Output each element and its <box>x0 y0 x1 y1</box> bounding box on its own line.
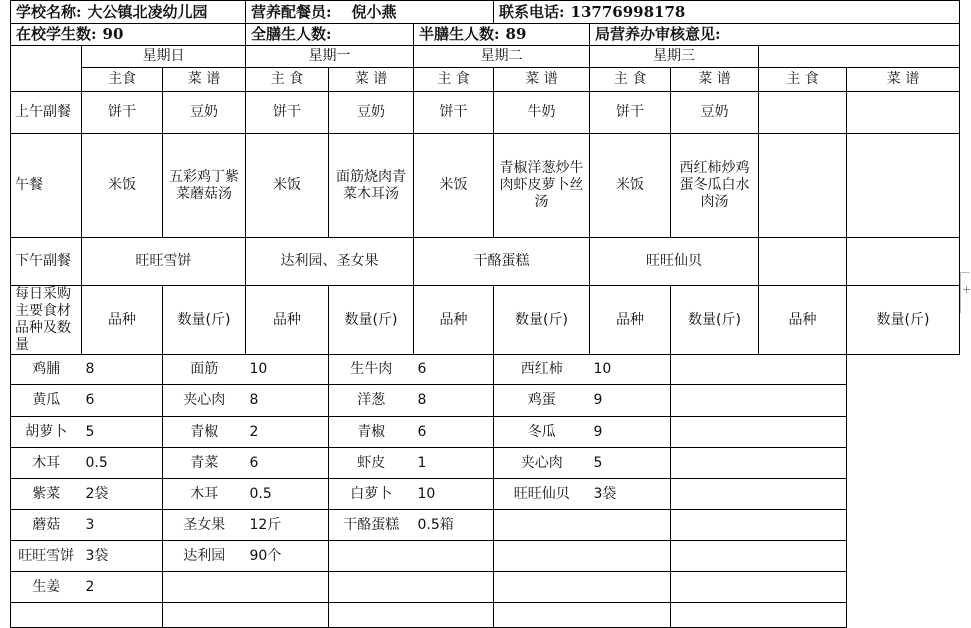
purchase-qty[interactable]: 8 <box>82 355 163 385</box>
afternoon-label[interactable]: 下午副餐 <box>11 238 82 286</box>
day-sunday[interactable]: 星期日 <box>82 46 246 68</box>
purchase-qty[interactable]: 8 <box>246 385 329 417</box>
day-wednesday[interactable]: 星期三 <box>590 46 759 68</box>
purchase-row <box>11 417 960 448</box>
purchase-item[interactable]: 夹心肉 <box>494 448 590 479</box>
purchase-row <box>11 572 960 603</box>
purchase-item[interactable] <box>671 385 759 417</box>
purchase-qty[interactable]: 9 <box>590 385 671 417</box>
lunch-menu[interactable]: 西红柿炒鸡蛋冬瓜白水肉汤 <box>671 134 759 238</box>
purchase-item[interactable]: 干酪蛋糕 <box>329 510 414 541</box>
menu-head[interactable]: 菜 谱 <box>671 68 759 92</box>
purchase-qty[interactable]: 2袋 <box>82 479 163 510</box>
morning-menu[interactable]: 豆奶 <box>671 92 759 134</box>
staple-head[interactable]: 主 食 <box>414 68 494 92</box>
phone-cell[interactable] <box>494 1 960 24</box>
lunch-menu[interactable]: 青椒洋葱炒牛肉虾皮萝卜丝汤 <box>494 134 590 238</box>
purchase-item[interactable] <box>494 541 590 572</box>
purchase-qty[interactable]: 5 <box>82 417 163 448</box>
purchase-qty[interactable] <box>590 572 671 603</box>
purchase-qty[interactable]: 6 <box>82 385 163 417</box>
purchase-qty[interactable]: 10 <box>246 355 329 385</box>
purchase-item[interactable] <box>163 603 246 628</box>
lunch-staple[interactable]: 米饭 <box>414 134 494 238</box>
purchase-item[interactable]: 夹心肉 <box>163 385 246 417</box>
empty-cell[interactable] <box>759 238 847 286</box>
purchase-item[interactable] <box>494 510 590 541</box>
purchase-qty-head[interactable]: 数量(斤) <box>847 286 960 355</box>
purchase-qty[interactable]: 3袋 <box>590 479 671 510</box>
purchase-item[interactable]: 木耳 <box>11 448 82 479</box>
lunch-staple[interactable]: 米饭 <box>246 134 329 238</box>
purchase-item[interactable] <box>329 603 414 628</box>
menu-head[interactable]: 菜 谱 <box>163 68 246 92</box>
purchase-item-head[interactable]: 品种 <box>414 286 494 355</box>
purchase-item-head[interactable]: 品种 <box>82 286 163 355</box>
purchase-qty[interactable] <box>759 572 847 603</box>
staple-head[interactable]: 主 食 <box>246 68 329 92</box>
purchase-item[interactable]: 旺旺仙贝 <box>494 479 590 510</box>
morning-staple[interactable]: 饼干 <box>82 92 163 134</box>
staple-head[interactable]: 主食 <box>82 68 163 92</box>
purchase-qty[interactable]: 10 <box>414 479 494 510</box>
purchase-row <box>11 479 960 510</box>
purchase-item[interactable]: 黄瓜 <box>11 385 82 417</box>
phone-value: 13776998178 <box>570 2 686 21</box>
purchase-item[interactable]: 洋葱 <box>329 385 414 417</box>
purchase-qty[interactable]: 6 <box>414 417 494 448</box>
staple-head[interactable]: 主 食 <box>759 68 847 92</box>
purchase-item[interactable] <box>163 572 246 603</box>
purchase-label[interactable]: 每日采购主要食材品种及数量 <box>11 286 82 355</box>
purchase-item[interactable]: 西红柿 <box>494 355 590 385</box>
purchase-qty[interactable] <box>590 510 671 541</box>
morning-staple[interactable]: 饼干 <box>414 92 494 134</box>
purchase-qty[interactable] <box>759 541 847 572</box>
purchase-item[interactable]: 青椒 <box>163 417 246 448</box>
purchase-qty[interactable]: 8 <box>414 385 494 417</box>
purchase-row <box>11 385 960 417</box>
purchase-item[interactable]: 冬瓜 <box>494 417 590 448</box>
nutritionist-cell[interactable] <box>246 1 494 24</box>
purchase-qty[interactable]: 1 <box>414 448 494 479</box>
nutritionist-name: 倪小燕 <box>351 2 397 21</box>
purchase-qty[interactable] <box>759 603 847 628</box>
review-label: 局营养办审核意见: <box>595 25 721 43</box>
purchase-qty[interactable] <box>590 541 671 572</box>
morning-menu[interactable]: 豆奶 <box>163 92 246 134</box>
purchase-qty[interactable]: 2 <box>246 417 329 448</box>
purchase-qty[interactable]: 0.5 <box>246 479 329 510</box>
purchase-row <box>11 448 960 479</box>
purchase-row <box>11 541 960 572</box>
lunch-staple[interactable]: 米饭 <box>590 134 671 238</box>
empty-cell[interactable] <box>759 92 847 134</box>
full-meal-cell[interactable] <box>246 24 414 46</box>
purchase-qty[interactable] <box>414 541 494 572</box>
phone-label: 联系电话: <box>499 2 565 21</box>
morning-staple[interactable]: 饼干 <box>590 92 671 134</box>
empty-cell[interactable] <box>847 134 960 238</box>
purchase-qty[interactable]: 90个 <box>246 541 329 572</box>
lunch-menu[interactable]: 五彩鸡丁紫菜蘑菇汤 <box>163 134 246 238</box>
purchase-row <box>11 510 960 541</box>
purchase-qty[interactable]: 6 <box>414 355 494 385</box>
students-value: 90 <box>102 25 124 43</box>
purchase-item[interactable]: 胡萝卜 <box>11 417 82 448</box>
half-meal-value: 89 <box>505 25 527 43</box>
purchase-qty[interactable] <box>246 603 329 628</box>
purchase-item[interactable]: 生牛肉 <box>329 355 414 385</box>
plus-icon[interactable]: + <box>962 283 971 296</box>
purchase-item[interactable]: 青椒 <box>329 417 414 448</box>
purchase-item[interactable]: 圣女果 <box>163 510 246 541</box>
purchase-qty[interactable] <box>759 448 847 479</box>
purchase-qty-head[interactable]: 数量(斤) <box>494 286 590 355</box>
purchase-item[interactable] <box>671 603 759 628</box>
purchase-item-head[interactable]: 品种 <box>590 286 671 355</box>
purchase-qty[interactable] <box>759 417 847 448</box>
purchase-item[interactable]: 木耳 <box>163 479 246 510</box>
purchase-qty[interactable]: 12斤 <box>246 510 329 541</box>
purchase-qty-head[interactable]: 数量(斤) <box>671 286 759 355</box>
purchase-item[interactable] <box>494 572 590 603</box>
purchase-row <box>11 603 960 628</box>
purchase-item[interactable] <box>671 572 759 603</box>
purchase-item[interactable]: 面筋 <box>163 355 246 385</box>
lunch-label[interactable]: 午餐 <box>11 134 82 238</box>
purchase-item-head[interactable]: 品种 <box>759 286 847 355</box>
purchase-item[interactable] <box>671 541 759 572</box>
school-name: 大公镇北凌幼儿园 <box>87 2 208 21</box>
empty-cell[interactable] <box>847 238 960 286</box>
purchase-item[interactable] <box>11 603 82 628</box>
purchase-item[interactable] <box>671 479 759 510</box>
purchase-item[interactable]: 鸡蛋 <box>494 385 590 417</box>
purchase-qty[interactable] <box>590 603 671 628</box>
half-meal-label: 半膳生人数: <box>419 25 500 43</box>
menu-head[interactable]: 菜 谱 <box>494 68 590 92</box>
purchase-item[interactable]: 蘑菇 <box>11 510 82 541</box>
purchase-item[interactable] <box>494 603 590 628</box>
purchase-item[interactable] <box>671 417 759 448</box>
school-label: 学校名称: <box>16 2 82 21</box>
corner-cell[interactable] <box>11 46 82 92</box>
purchase-qty[interactable]: 3袋 <box>82 541 163 572</box>
purchase-qty-head[interactable]: 数量(斤) <box>329 286 414 355</box>
afternoon-item[interactable]: 旺旺仙贝 <box>590 238 759 286</box>
school-cell[interactable] <box>11 1 246 24</box>
afternoon-item[interactable]: 干酪蛋糕 <box>414 238 590 286</box>
purchase-qty[interactable]: 2 <box>82 572 163 603</box>
morning-menu[interactable]: 牛奶 <box>494 92 590 134</box>
purchase-qty[interactable]: 10 <box>590 355 671 385</box>
afternoon-item[interactable]: 旺旺雪饼 <box>82 238 246 286</box>
day-blank[interactable] <box>759 46 960 68</box>
purchase-item[interactable]: 虾皮 <box>329 448 414 479</box>
purchase-qty[interactable] <box>759 385 847 417</box>
morning-menu[interactable]: 豆奶 <box>329 92 414 134</box>
review-cell[interactable] <box>590 24 960 46</box>
purchase-item[interactable]: 紫菜 <box>11 479 82 510</box>
menu-head[interactable]: 菜 谱 <box>847 68 960 92</box>
purchase-qty[interactable] <box>759 479 847 510</box>
purchase-qty[interactable] <box>414 572 494 603</box>
students-cell[interactable] <box>11 24 246 46</box>
students-label: 在校学生数: <box>16 25 97 43</box>
purchase-qty[interactable] <box>414 603 494 628</box>
purchase-qty[interactable]: 5 <box>590 448 671 479</box>
purchase-item[interactable]: 白萝卜 <box>329 479 414 510</box>
purchase-item[interactable]: 达利园 <box>163 541 246 572</box>
purchase-item[interactable] <box>671 355 759 385</box>
purchase-qty[interactable]: 3 <box>82 510 163 541</box>
purchase-qty[interactable]: 6 <box>246 448 329 479</box>
purchase-item[interactable] <box>329 572 414 603</box>
empty-cell[interactable] <box>847 92 960 134</box>
full-meal-label: 全膳生人数: <box>251 25 332 43</box>
purchase-qty[interactable] <box>246 572 329 603</box>
morning-label[interactable]: 上午副餐 <box>11 92 82 134</box>
purchase-item[interactable]: 青菜 <box>163 448 246 479</box>
lunch-staple[interactable]: 米饭 <box>82 134 163 238</box>
purchase-item[interactable] <box>671 448 759 479</box>
afternoon-item[interactable]: 达利园、圣女果 <box>246 238 414 286</box>
purchase-qty[interactable]: 9 <box>590 417 671 448</box>
menu-table <box>10 0 960 628</box>
purchase-item[interactable]: 鸡脯 <box>11 355 82 385</box>
morning-staple[interactable]: 饼干 <box>246 92 329 134</box>
purchase-item[interactable]: 旺旺雪饼 <box>11 541 82 572</box>
nutritionist-label: 营养配餐员: <box>251 2 332 21</box>
empty-cell[interactable] <box>759 134 847 238</box>
menu-head[interactable]: 菜 谱 <box>329 68 414 92</box>
purchase-qty[interactable] <box>759 510 847 541</box>
purchase-qty[interactable]: 0.5箱 <box>414 510 494 541</box>
purchase-item[interactable] <box>671 510 759 541</box>
day-monday[interactable]: 星期一 <box>246 46 414 68</box>
purchase-row <box>11 355 960 385</box>
purchase-qty[interactable] <box>759 355 847 385</box>
half-meal-cell[interactable] <box>414 24 590 46</box>
purchase-item-head[interactable]: 品种 <box>246 286 329 355</box>
day-tuesday[interactable]: 星期二 <box>414 46 590 68</box>
purchase-item[interactable] <box>329 541 414 572</box>
purchase-qty-head[interactable]: 数量(斤) <box>163 286 246 355</box>
purchase-qty[interactable] <box>82 603 163 628</box>
staple-head[interactable]: 主 食 <box>590 68 671 92</box>
lunch-menu[interactable]: 面筋烧肉青菜木耳汤 <box>329 134 414 238</box>
purchase-item[interactable]: 生姜 <box>11 572 82 603</box>
purchase-qty[interactable]: 0.5 <box>82 448 163 479</box>
